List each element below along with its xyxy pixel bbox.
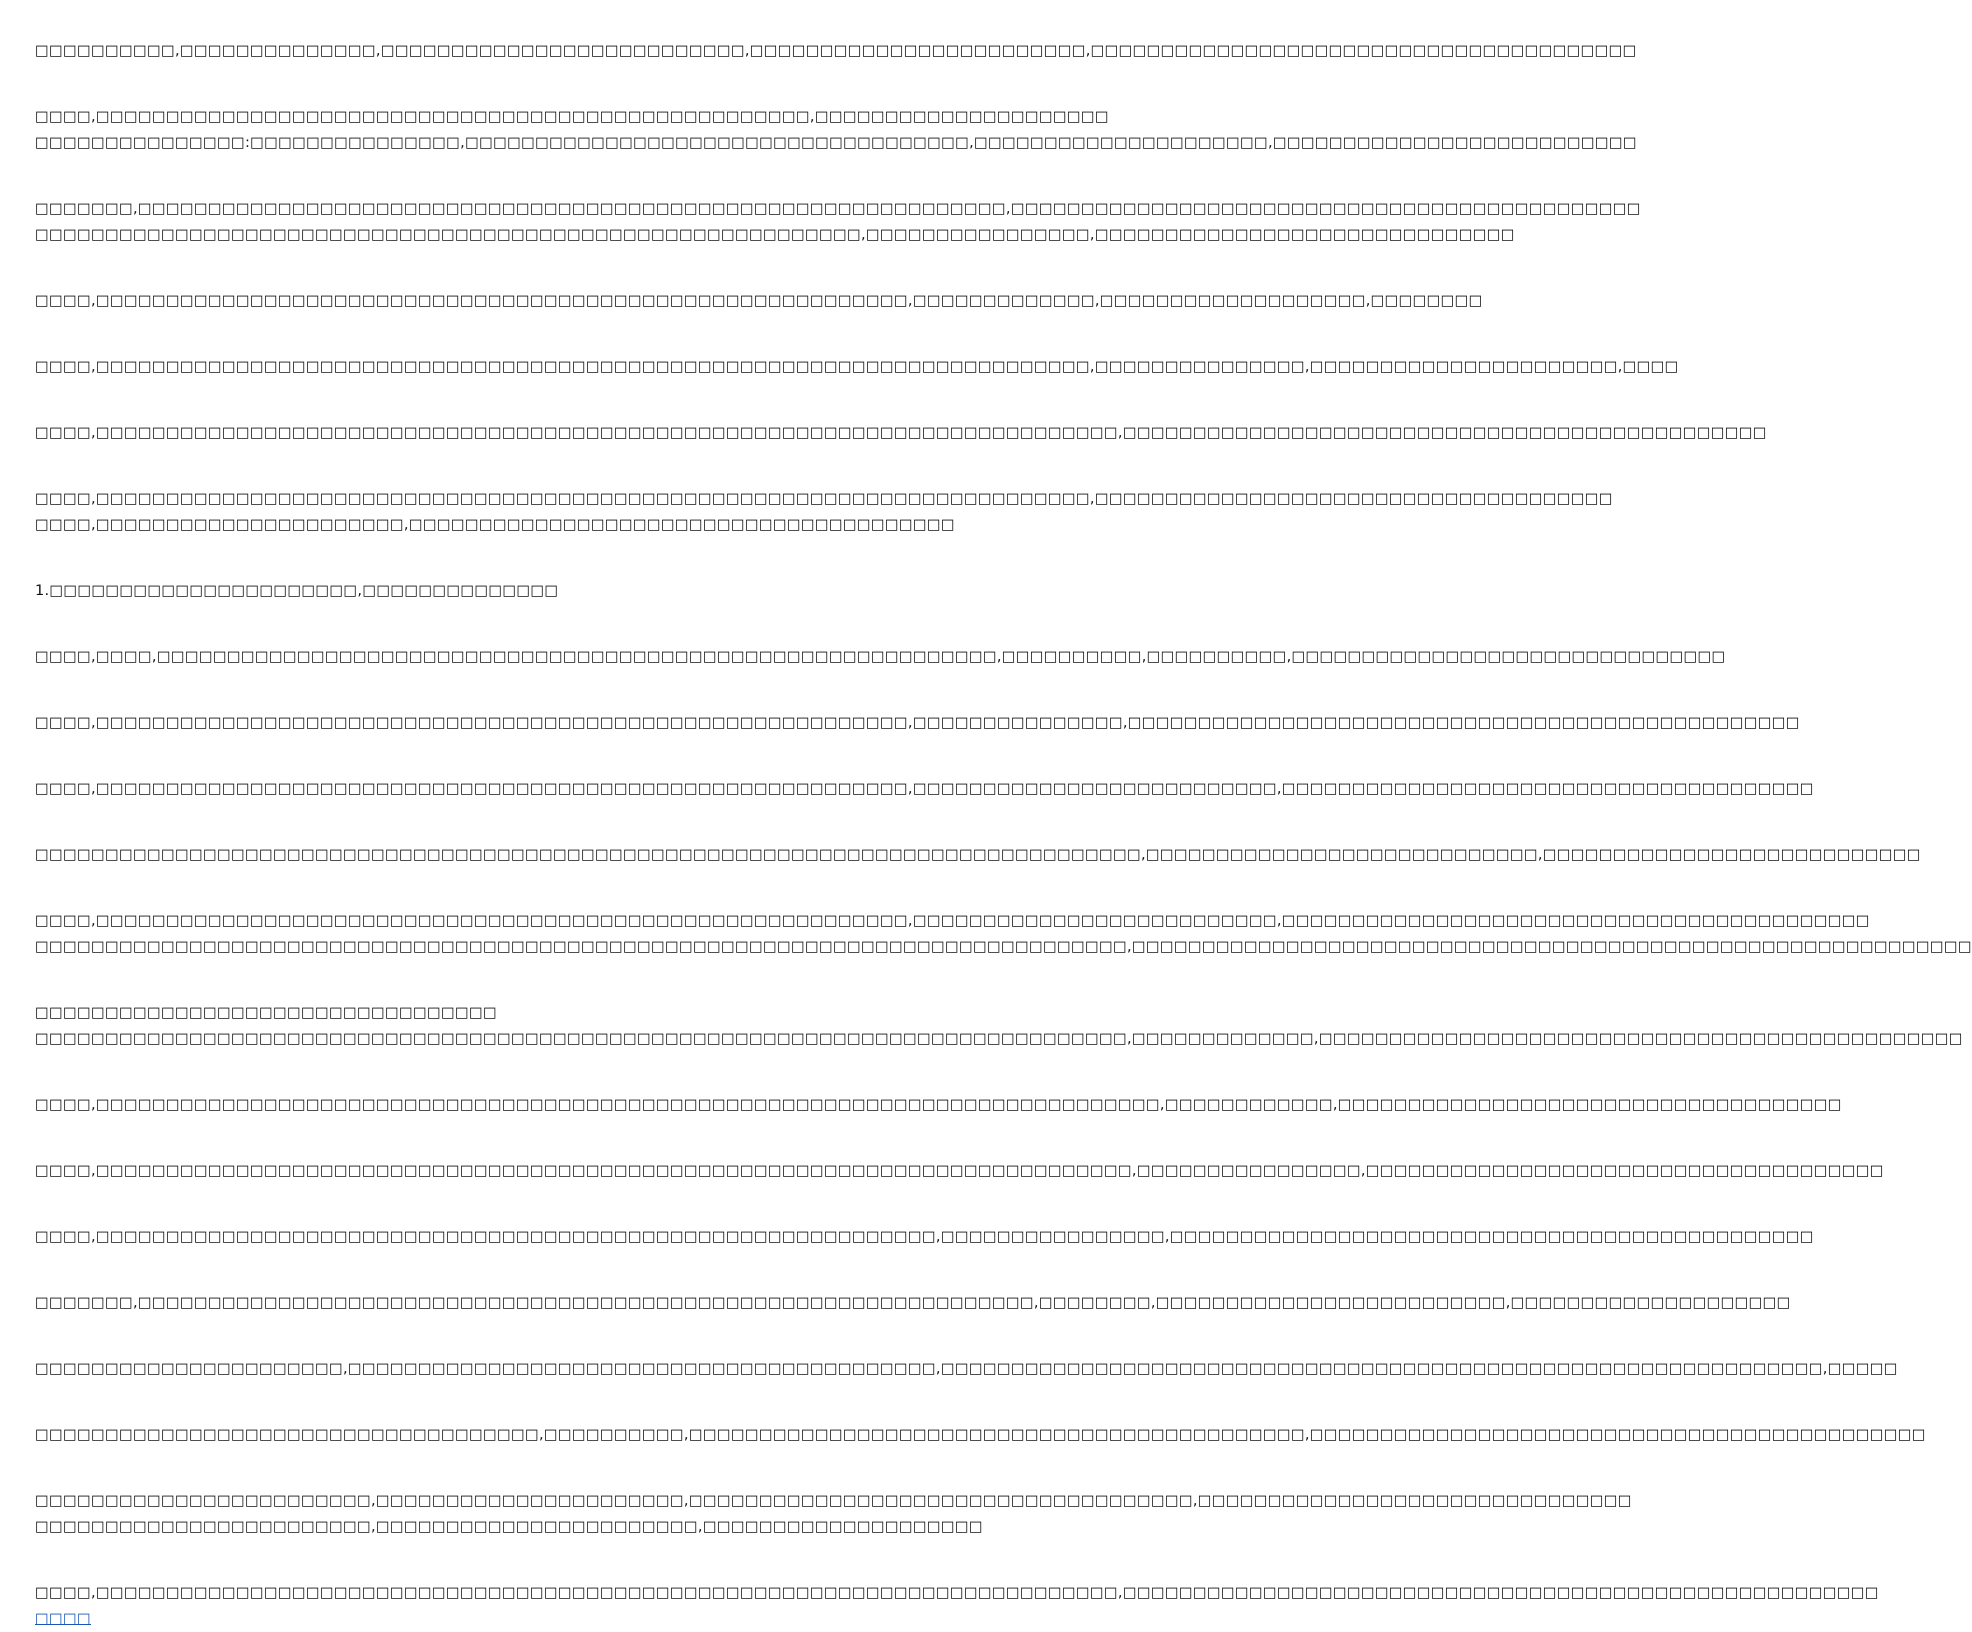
- text-line: □□□□,□□□□□□□□□□□□□□□□□□□□□□□□□□□□□□□□□□□□□□□□□□□□□□□□□□□□□□□□□□□□□□□□□□□□□□□□□□□□,□□□□□□□□□□□□,□□□□□□□□□□□□□□□□□□□□□□□□□□□□□□□□□□□□: [35, 1097, 1842, 1113]
- text-line: □□□□□□□□□□□□□□□□□□□□□□□□□□□□□□□□□□□□□□□□□□□□□□□□□□□□□□□□□□□□□□□□□□□□□□□□□□□□□□,□□□□□□□□□□□□□,□□□□□□□□□□□□□□□□□□□□□□□□□□□□□□□□□□□□□□□□□□□□□□: [35, 1031, 1963, 1047]
- text-line: □□□□□□□□□□,□□□□□□□□□□□□□□,□□□□□□□□□□□□□□□□□□□□□□□□□□,□□□□□□□□□□□□□□□□□□□□□□□□,□□□□□□□□□□□□□□□□□□□□□□□□□□□□□□□□□□□□□□□: [35, 43, 1637, 59]
- text-line: □□□□,□□□□□□□□□□□□□□□□□□□□□□,□□□□□□□□□□□□□□□□□□□□□□□□□□□□□□□□□□□□□□□: [35, 517, 955, 533]
- text-line: □□□□□□□□□□□□□□□□□□□□□□□□□□□□□□□□□□□□,□□□□□□□□□□,□□□□□□□□□□□□□□□□□□□□□□□□□□□□□□□□□□□□□□□□□□□□,□□□□□□□□□□□□□□□□□□□□□□□□□□□□□□□□□□□□□□□□□□□□: [35, 1427, 1926, 1443]
- text-line: □□□□,□□□□□□□□□□□□□□□□□□□□□□□□□□□□□□□□□□□□□□□□□□□□□□□□□□□□□□□□□□□□□□□□□□□□□□□,□□□□□□□□□□□□□□□□□□□□□□□□□□□□□□□□□□□□□: [35, 491, 1613, 507]
- text-line: □□□□,□□□□□□□□□□□□□□□□□□□□□□□□□□□□□□□□□□□□□□□□□□□□□□□□□□□,□□□□□□□□□□□□□□□□□□□□□: [35, 109, 1109, 125]
- text-line: □□□□,□□□□□□□□□□□□□□□□□□□□□□□□□□□□□□□□□□□□□□□□□□□□□□□□□□□□□□□□□□,□□□□□□□□□□□□□□□□□□□□□□□□□□,□□□□□□□□□□□□□□□□□□□□□□□□□□□□□□□□□□□□□□: [35, 781, 1814, 797]
- text-line: □□□□□□□□□□□□□□□□□□□□□□□□,□□□□□□□□□□□□□□□□□□□□□□,□□□□□□□□□□□□□□□□□□□□□□□□□□□□□□□□□□□□,□□□□□□□□□□□□□□□□□□□□□□□□□□□□□□□: [35, 1493, 1632, 1509]
- text-line: □□□□,□□□□□□□□□□□□□□□□□□□□□□□□□□□□□□□□□□□□□□□□□□□□□□□□□□□□□□□□□□□□□□□□□□□□□□□,□□□□□□□□□□□□□□□,□□□□□□□□□□□□□□□□□□□□□□,□□□□: [35, 359, 1679, 375]
- text-line: □□□□,□□□□□□□□□□□□□□□□□□□□□□□□□□□□□□□□□□□□□□□□□□□□□□□□□□□□□□□□□□,□□□□□□□□□□□□□□□□□□□□□□□□□□,□□□□□□□□□□□□□□□□□□□□□□□□□□□□□□□□□□□□□□□□□□: [35, 913, 1870, 929]
- text-line: □□□□,□□□□□□□□□□□□□□□□□□□□□□□□□□□□□□□□□□□□□□□□□□□□□□□□□□□□□□□□□□,□□□□□□□□□□□□□,□□□□□□□□□□□□□□□□□□□,□□□□□□□□: [35, 293, 1483, 309]
- text-line: □□□□,□□□□□□□□□□□□□□□□□□□□□□□□□□□□□□□□□□□□□□□□□□□□□□□□□□□□□□□□□□□□□□□□□□□□□□□□□□,□□□□□□□□□□□□□□□□,□□□□□□□□□□□□□□□□□□□□□□□□□□□□□□□□□□□□□: [35, 1163, 1884, 1179]
- text-line: □□□□□□□□□□□□□□□□□□□□□□□□□□□□□□□□□: [35, 1005, 497, 1021]
- text-line: □□□□□□□,□□□□□□□□□□□□□□□□□□□□□□□□□□□□□□□□□□□□□□□□□□□□□□□□□□□□□□□□□□□□□□,□□□□□□□□□□□□□□□□□□□□□□□□□□□□□□□□□□□□□□□□□□□□□: [35, 201, 1641, 217]
- text-line: □□□□□□□□□□□□□□□□□□□□□□,□□□□□□□□□□□□□□□□□□□□□□□□□□□□□□□□□□□□□□□□□□,□□□□□□□□□□□□□□□□□□□□□□□□□□□□□□□□□□□□□□□□□□□□□□□□□□□□□□□□□□□□□□□,□□□□□: [35, 1361, 1898, 1377]
- text-line: □□□□,□□□□□□□□□□□□□□□□□□□□□□□□□□□□□□□□□□□□□□□□□□□□□□□□□□□□□□□□□□□□□□□□□□□□□□□□□,□□□□□□□□□□□□□□□□□□□□□□□□□□□□□□□□□□□□□□□□□□□□□□: [35, 425, 1767, 441]
- more-link[interactable]: □□□□: [35, 1611, 91, 1627]
- text-line: □□□□□□□□□□□□□□□□□□□□□□□□,□□□□□□□□□□□□□□□□□□□□□□□,□□□□□□□□□□□□□□□□□□□□: [35, 1519, 983, 1535]
- text-line: □□□□□□□□□□□□□□□□□□□□□□□□□□□□□□□□□□□□□□□□□□□□□□□□□□□□□□□□□□□,□□□□□□□□□□□□□□□□,□□□□□□□□□□□□□□□□□□□□□□□□□□□□□□: [35, 227, 1515, 243]
- text-line: □□□□,□□□□□□□□□□□□□□□□□□□□□□□□□□□□□□□□□□□□□□□□□□□□□□□□□□□□□□□□□□□□□□□□□□□□□□□□□,□□□□□□□□□□□□□□□□□□□□□□□□□□□□□□□□□□□□□□□□□□□□□□□□□□□□□□: [35, 1585, 1879, 1601]
- text-line: □□□□□□□,□□□□□□□□□□□□□□□□□□□□□□□□□□□□□□□□□□□□□□□□□□□□□□□□□□□□□□□□□□□□□□□□,□□□□□□□□,□□□□□□□□□□□□□□□□□□□□□□□□□,□□□□□□□□□□□□□□□□□□□□: [35, 1295, 1791, 1311]
- text-line: □□□□□□□□□□□□□□□□□□□□□□□□□□□□□□□□□□□□□□□□□□□□□□□□□□□□□□□□□□□□□□□□□□□□□□□□□□□□□□,□□□□□□□□□□□□□□□□□□□□□□□□□□□□□□□□□□□□□□□□□□□□□□□□□□□□□□□□□□□□: [35, 939, 1972, 955]
- section-heading: 1.□□□□□□□□□□□□□□□□□□□□□□,□□□□□□□□□□□□□□: [35, 583, 559, 599]
- text-line: □□□□□□□□□□□□□□□□□□□□□□□□□□□□□□□□□□□□□□□□□□□□□□□□□□□□□□□□□□□□□□□□□□□□□□□□□□□□□□□,□□□□□□□□□□□□□□□□□□□□□□□□□□□□,□□□□□□□□□□□□□□□□□□□□□□□□□□□: [35, 847, 1921, 863]
- text-line: □□□□,□□□□,□□□□□□□□□□□□□□□□□□□□□□□□□□□□□□□□□□□□□□□□□□□□□□□□□□□□□□□□□□□□,□□□□□□□□□□,□□□□□□□□□□,□□□□□□□□□□□□□□□□□□□□□□□□□□□□□□□: [35, 649, 1726, 665]
- text-line: □□□□□□□□□□□□□□□:□□□□□□□□□□□□□□□,□□□□□□□□□□□□□□□□□□□□□□□□□□□□□□□□□□□□,□□□□□□□□□□□□□□□□□□□□□,□□□□□□□□□□□□□□□□□□□□□□□□□□: [35, 135, 1637, 151]
- document-body: [35, 38, 1972, 1632]
- text-line: □□□□,□□□□□□□□□□□□□□□□□□□□□□□□□□□□□□□□□□□□□□□□□□□□□□□□□□□□□□□□□□□□,□□□□□□□□□□□□□□□□,□□□□□□□□□□□□□□□□□□□□□□□□□□□□□□□□□□□□□□□□□□□□□□: [35, 1229, 1814, 1245]
- text-line: □□□□,□□□□□□□□□□□□□□□□□□□□□□□□□□□□□□□□□□□□□□□□□□□□□□□□□□□□□□□□□□,□□□□□□□□□□□□□□□,□□□□□□□□□□□□□□□□□□□□□□□□□□□□□□□□□□□□□□□□□□□□□□□□: [35, 715, 1800, 731]
